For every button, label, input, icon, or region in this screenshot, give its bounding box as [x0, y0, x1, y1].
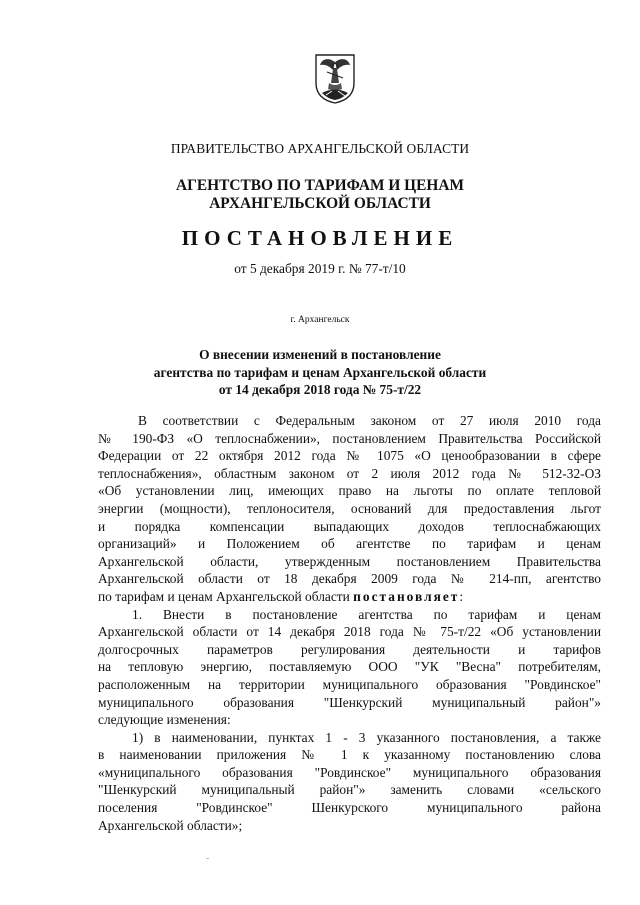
subject-line3: от 14 декабря 2018 года № 75-т/22 — [218, 382, 422, 397]
body-line: поселения "Ровдинское" Шенкурского муниципального района — [98, 800, 601, 816]
subject-line1: О внесении изменений в постановление — [199, 347, 441, 362]
body-line: долгосрочных параметров регулирования деятельности и тарифов — [98, 641, 601, 657]
body-line: теплоснабжения», областным законом от 2 июля 2012 года № 512-32-ОЗ — [98, 465, 601, 481]
agency-name — [0, 177, 640, 213]
body-line: муниципального образования "Шенкурский муниципальный район"» — [98, 694, 601, 710]
body-line: Федерации от 22 октября 2012 года № 1075 «О ценообразовании в сфере — [98, 448, 601, 464]
document-date-number: от 5 декабря 2019 г. № 77-т/10 — [234, 261, 406, 276]
body-line: В соответствии с Федеральным законом от 27 июля 2010 года — [138, 413, 601, 428]
agency-name-line2: АРХАНГЕЛЬСКОЙ ОБЛАСТИ — [209, 195, 431, 212]
body-line-resolves — [98, 588, 601, 606]
coat-of-arms-icon — [314, 53, 356, 105]
resolves-word: постановляет — [353, 588, 460, 604]
body-line: Архангельской области от 18 декабря 2009 года № 214-пп, агентство — [98, 571, 601, 587]
document-type: ПОСТАНОВЛЕНИЕ — [181, 226, 459, 250]
body-line: организаций» и Положением об агентстве по тарифам и ценам — [98, 536, 601, 552]
body-line: «муниципального образования "Ровдинское" муниципального образования — [98, 764, 601, 780]
government-name: ПРАВИТЕЛЬСТВО АРХАНГЕЛЬСКОЙ ОБЛАСТИ — [170, 141, 470, 156]
subject-line2: агентства по тарифам и ценам Архангельской области — [153, 364, 487, 380]
document-subject — [0, 346, 640, 399]
body-line: "Шенкурский муниципальный район"» заменить словами «сельского — [98, 782, 601, 798]
body-line: Архангельской области от 14 декабря 2018 года № 75-т/22 «Об установлении — [98, 624, 601, 640]
body-line: на тепловую энергию, поставляемую ООО "УК "Весна" потребителям, — [98, 659, 601, 675]
body-line: 1. Внести в постановление агентства по тарифам и ценам — [132, 606, 601, 622]
body-line: следующие изменения: — [98, 712, 231, 728]
body-line: и порядка компенсации выпадающих доходов теплоснабжающих — [98, 518, 601, 534]
colon: : — [459, 588, 464, 604]
body-line: в наименовании приложения № 1 к указанному постановлению слова — [98, 747, 601, 763]
scan-speck — [206, 858, 209, 859]
body-line: «Об установлении лиц, имеющих право на льготы по оплате тепловой — [98, 483, 601, 499]
body-line: расположенным на территории муниципального образования "Ровдинское" — [98, 676, 601, 692]
body-line: № 190-ФЗ «О теплоснабжении», постановлением Правительства Российской — [98, 430, 601, 446]
body-line: энергии (мощности), теплоносителя, оснований для предоставления льгот — [98, 500, 601, 516]
body-line: Архангельской области, утвержденным постановлением Правительства — [98, 553, 601, 569]
document-body — [98, 412, 601, 834]
body-line-text: по тарифам и ценам Архангельской области — [98, 588, 350, 604]
agency-name-line1: АГЕНТСТВО ПО ТАРИФАМ И ЦЕНАМ — [175, 177, 465, 194]
body-line: Архангельской области»; — [98, 817, 243, 833]
body-line: 1) в наименовании, пунктах 1 - 3 указанного постановления, а также — [132, 729, 601, 745]
document-city: г. Архангельск — [290, 315, 350, 325]
